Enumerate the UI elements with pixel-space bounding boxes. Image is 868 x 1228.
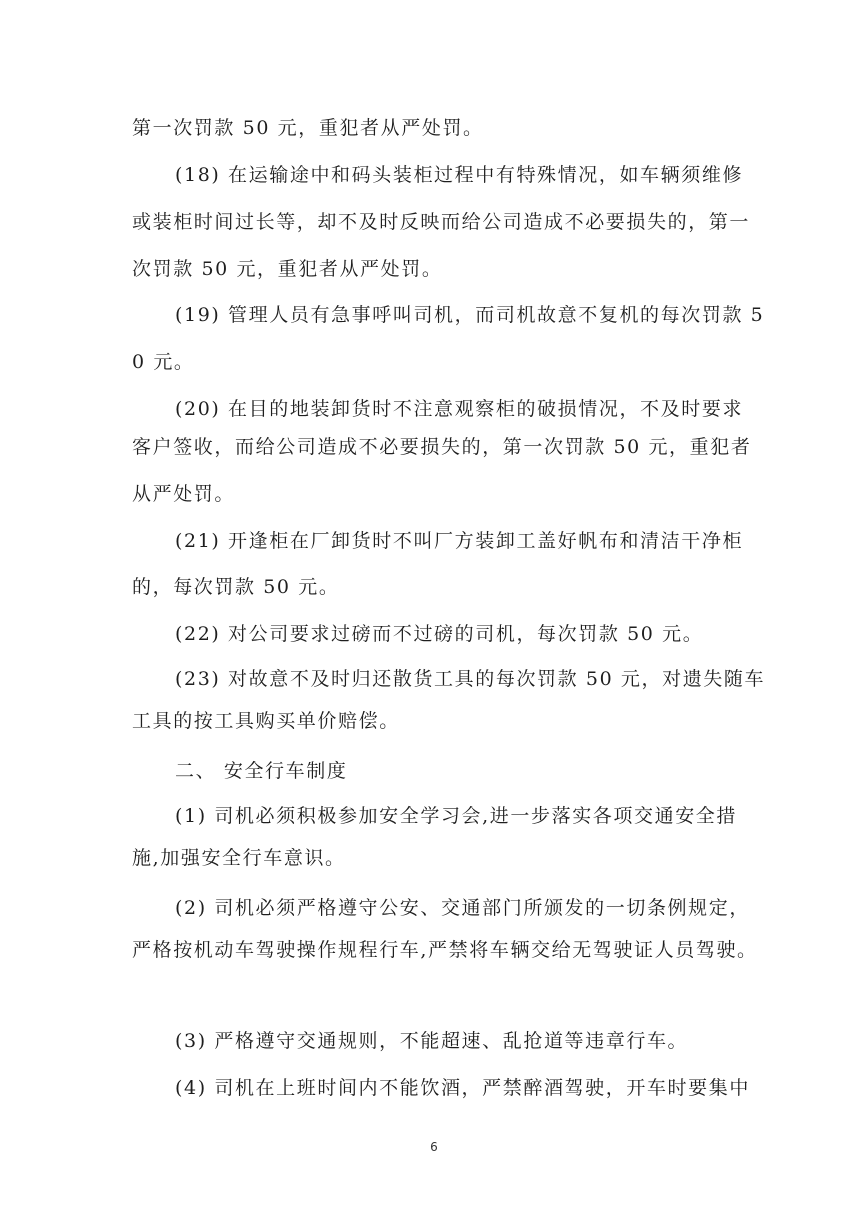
text-line: (21) 开逢柜在厂卸货时不叫厂方装卸工盖好帆布和清洁干净柜 [175, 530, 744, 552]
text-line: 第一次罚款 50 元，重犯者从严处罚。 [132, 117, 484, 139]
text-line: 或装柜时间过长等，却不及时反映而给公司造成不必要损失的，第一 [132, 211, 751, 233]
text-line: 从严处罚。 [132, 483, 236, 505]
text-line: 的，每次罚款 50 元。 [132, 576, 340, 598]
text-line: (18) 在运输途中和码头装柜过程中有特殊情况，如车辆须维修 [175, 164, 744, 186]
text-line: 客户签收，而给公司造成不必要损失的，第一次罚款 50 元，重犯者 [132, 436, 752, 458]
text-line: 工具的按工具购买单价赔偿。 [132, 710, 400, 732]
text-line: (3) 严格遵守交通规则，不能超速、乱抢道等违章行车。 [175, 1030, 689, 1052]
text-line: 严格按机动车驾驶操作规程行车,严禁将车辆交给无驾驶证人员驾驶。 [132, 939, 758, 961]
text-line: 施,加强安全行车意识。 [132, 847, 346, 869]
text-line: 次罚款 50 元，重犯者从严处罚。 [132, 258, 443, 280]
page-number: 6 [430, 1140, 438, 1154]
text-line: (23) 对故意不及时归还散货工具的每次罚款 50 元，对遗失随车 [175, 668, 766, 690]
text-line: (4) 司机在上班时间内不能饮酒，严禁醉酒驾驶，开车时要集中 [175, 1077, 750, 1099]
text-line: (20) 在目的地装卸货时不注意观察柜的破损情况，不及时要求 [175, 398, 744, 420]
section-heading: 二、 安全行车制度 [175, 760, 348, 782]
text-line: (19) 管理人员有急事呼叫司机，而司机故意不复机的每次罚款 5 [175, 304, 765, 326]
text-line: (2) 司机必须严格遵守公安、交通部门所颁发的一切条例规定， [175, 897, 750, 919]
text-line: (1) 司机必须积极参加安全学习会,进一步落实各项交通安全措 [175, 805, 737, 827]
text-line: (22) 对公司要求过磅而不过磅的司机，每次罚款 50 元。 [175, 623, 704, 645]
text-line: 0 元。 [132, 351, 195, 373]
